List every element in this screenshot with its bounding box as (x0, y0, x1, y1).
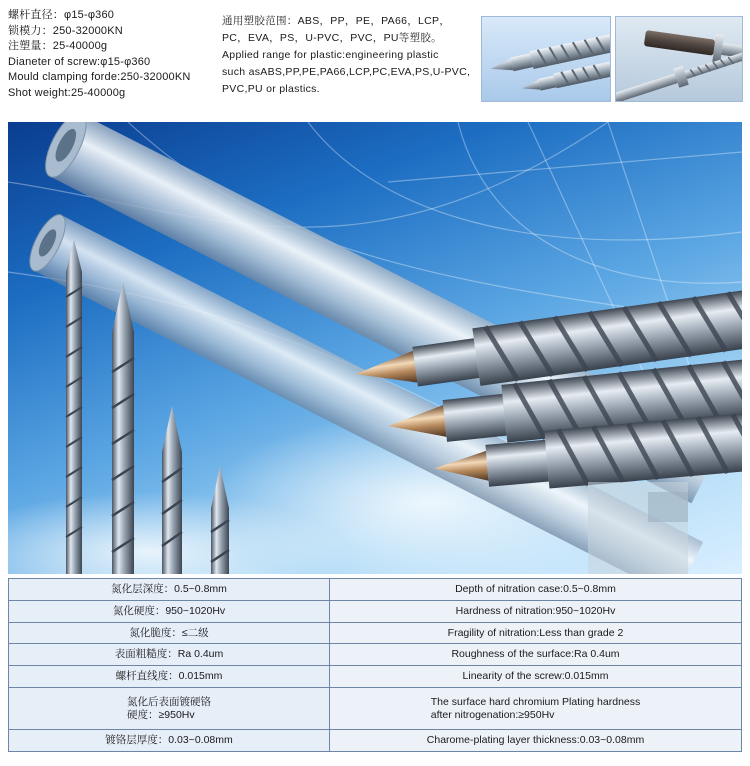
applied-range-line: PVC,PU or plastics. (222, 83, 320, 95)
table-cell-en: Hardness of nitration:950~1020Hv (330, 601, 742, 623)
table-cell-cn: 氮化脆度：≤二级 (9, 623, 330, 644)
table-row (9, 623, 742, 644)
table-cell-en: Fragility of nitration:Less than grade 2 (330, 623, 742, 644)
table-row (9, 644, 742, 666)
specification-table (8, 578, 742, 752)
table-cell-cn (9, 688, 330, 730)
table-cell-line: after nitrogenation:≥950Hv (430, 708, 555, 721)
spec-line: 锁模力：250-32000KN (8, 24, 123, 37)
spec-line: Mould clamping forde:250-32000KN (8, 71, 191, 83)
screw-tip-thumbnail (481, 16, 611, 102)
table-cell-cn: 镀铬层厚度：0.03~0.08mm (9, 730, 330, 752)
applied-range-line: such asABS,PP,PE,PA66,LCP,PC,EVA,PS,U-PVC, (222, 66, 471, 78)
table-cell-en: Linearity of the screw:0.015mm (330, 666, 742, 688)
spec-line: Dianeter of screw:φ15-φ360 (8, 55, 151, 68)
table-row (9, 579, 742, 601)
table-row (9, 666, 742, 688)
spec-line: 螺杆直径：φ15-φ360 (8, 9, 115, 21)
table-cell-line: 氮化后表面镀硬铬 (127, 695, 211, 708)
applied-range-line: 通用塑胶范围：ABS，PP，PE，PA66，LCP， (222, 15, 451, 27)
table-cell-en: Roughness of the surface:Ra 0.4um (330, 644, 742, 666)
applied-range-line: PC，EVA，PS，U-PVC，PVC，PU等塑胶。 (222, 32, 442, 44)
spec-line: Shot weight:25-40000g (8, 86, 126, 99)
table-row (9, 730, 742, 752)
hero-screw-barrel-image (8, 122, 742, 574)
applied-range-text (222, 13, 480, 98)
spec-line: 注塑量：25-40000g (8, 40, 108, 52)
specs-left (8, 8, 223, 101)
table-cell-en (330, 688, 742, 730)
table-cell-cn: 螺杆直线度：0.015mm (9, 666, 330, 688)
table-cell-en: Depth of nitration case:0.5~0.8mm (330, 579, 742, 601)
table-cell-line: The surface hard chromium Plating hardness (430, 695, 641, 708)
applied-range-line: Applied range for plastic:engineering plastic (222, 49, 439, 61)
table-cell-cn: 表面粗糙度：Ra 0.4um (9, 644, 330, 666)
table-row (9, 601, 742, 623)
table-row (9, 688, 742, 730)
barrel-screw-thumbnail (615, 16, 743, 102)
table-cell-en: Charome-plating layer thickness:0.03~0.08mm (330, 730, 742, 752)
table-cell-line: 硬度：≥950Hv (127, 708, 195, 721)
table-cell-cn: 氮化硬度：950~1020Hv (9, 601, 330, 623)
table-cell-cn: 氮化层深度：0.5~0.8mm (9, 579, 330, 601)
